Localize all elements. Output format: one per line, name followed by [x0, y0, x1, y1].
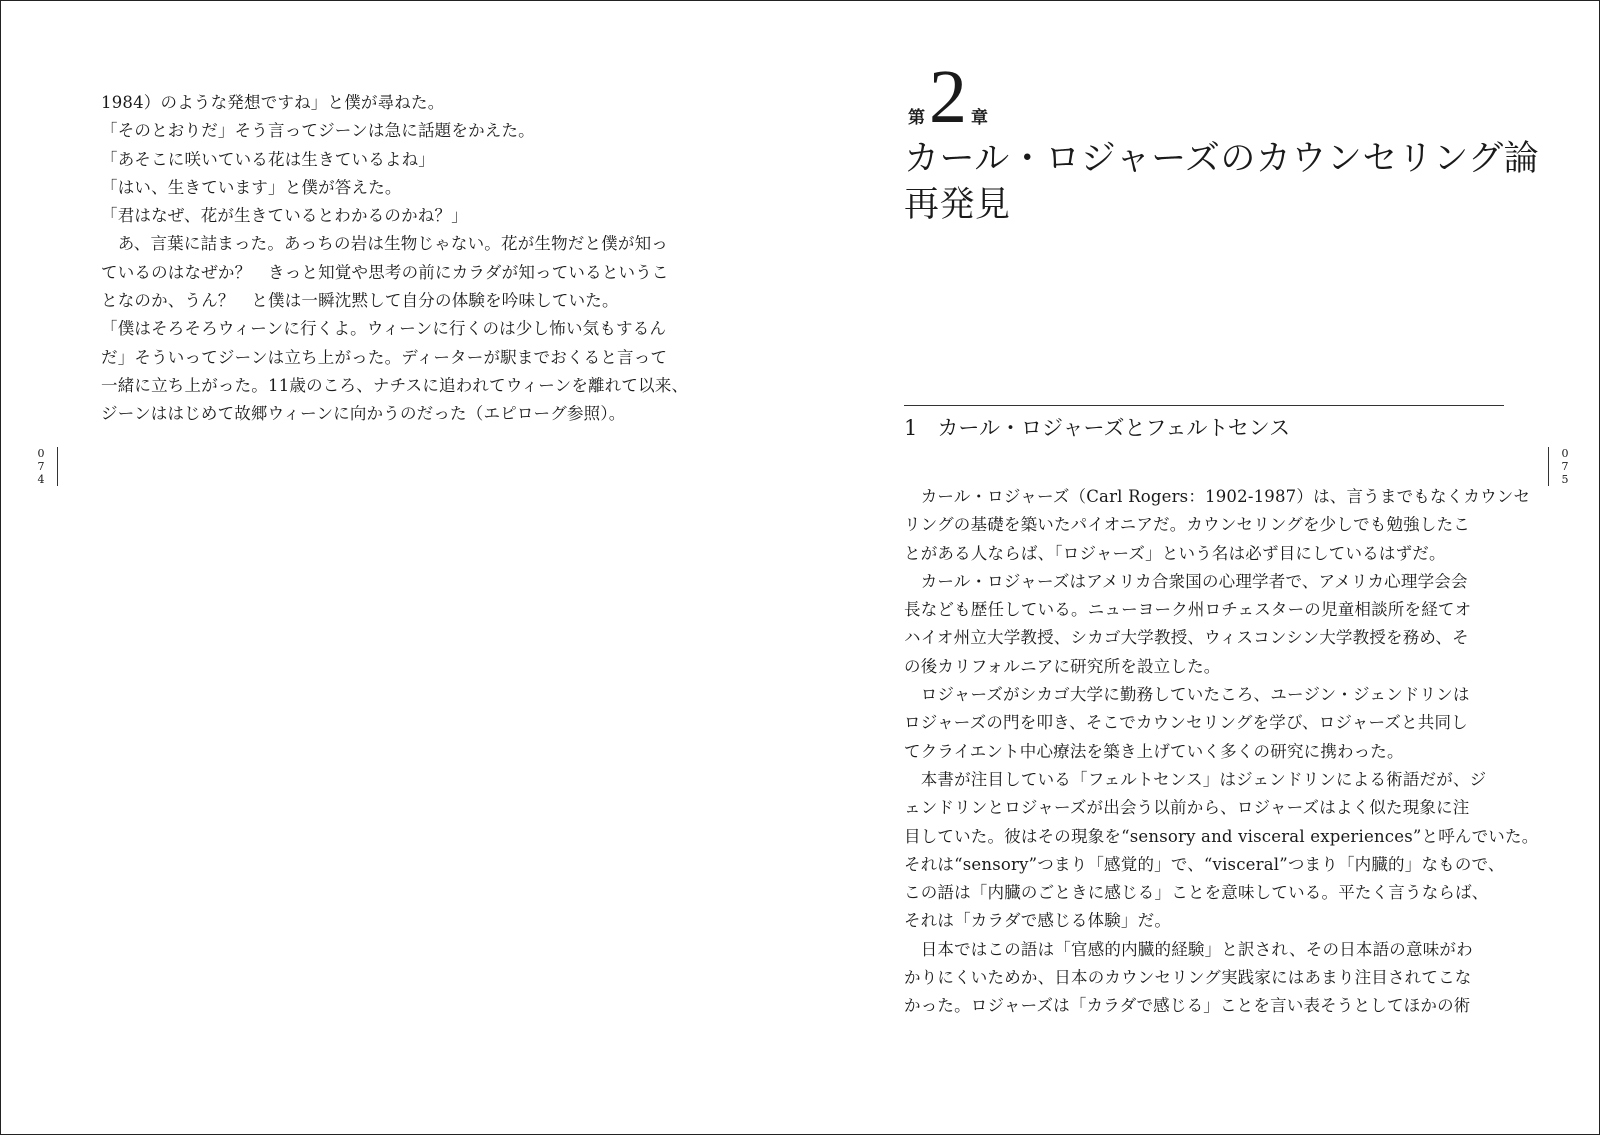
body-line: ロジャーズの門を叩き、そこでカウンセリングを学び、ロジャーズと共同し: [904, 713, 1468, 733]
left-page-body: [101, 89, 721, 429]
body-line: 日本ではこの語は「官感的内臓的経験」と訳され、その日本語の意味がわ: [904, 939, 1473, 959]
chapter-title: [904, 136, 1539, 228]
body-line: かりにくいためか、日本のカウンセリング実践家にはあまり注目されてこな: [904, 968, 1472, 988]
body-line: この語は「内臓のごときに感じる」ことを意味している。平たく言うならば、: [904, 883, 1489, 903]
body-line: それは「カラダで感じる体験」だ。: [904, 911, 1172, 931]
body-line: あ、言葉に詰まった。あっちの岩は生物じゃない。花が生物だと僕が知っ: [101, 234, 668, 254]
chapter-title-line: カール・ロジャーズのカウンセリング論: [904, 139, 1540, 179]
chapter-number-mark: [908, 55, 988, 139]
body-line: だ」そういってジーンは立ち上がった。ディーターが駅までおくると言って: [101, 347, 668, 367]
page-number-digit: 7: [1561, 460, 1569, 473]
body-line: てクライエント中心療法を築き上げていく多くの研究に携わった。: [904, 741, 1404, 761]
chapter-suffix: 章: [971, 108, 988, 128]
page-number-digit: 0: [37, 447, 45, 460]
right-page-body: [904, 483, 1539, 1021]
body-line: カール・ロジャーズはアメリカ合衆国の心理学者で、アメリカ心理学会会: [904, 571, 1468, 591]
page-number-digit: 0: [1561, 447, 1569, 460]
section-number: 1: [904, 416, 918, 440]
body-line: 1984）のような発想ですね」と僕が尋ねた。: [101, 93, 445, 112]
section-divider: [904, 405, 1504, 406]
section-title: カール・ロジャーズとフェルトセンス: [937, 416, 1291, 440]
page-number-left: [31, 447, 58, 486]
body-line: とがある人ならば、「ロジャーズ」という名は必ず目にしているはずだ。: [904, 543, 1446, 563]
page-number-right: [1548, 447, 1575, 486]
page-number-digit: 5: [1561, 473, 1569, 486]
body-line: 本書が注目している「フェルトセンス」はジェンドリンによる術語だが、ジ: [904, 769, 1487, 789]
body-line: 目していた。彼はその現象を“sensory and visceral experiences”と呼んでいた。: [904, 826, 1539, 846]
body-line: ているのはなぜか？ きっと知覚や思考の前にカラダが知っているというこ: [101, 262, 669, 282]
body-line: ジーンははじめて故郷ウィーンに向かうのだった（エピローグ参照）。: [101, 404, 626, 424]
page-number-digit: 7: [37, 460, 45, 473]
body-line: リングの基礎を築いたパイオニアだ。カウンセリングを少しでも勉強したこ: [904, 515, 1470, 535]
left-page: [1, 1, 800, 1134]
chapter-title-line: 再発見: [904, 185, 1011, 225]
body-line: カール・ロジャーズ（Carl Rogers：1902-1987）は、言うまでもなくカウンセ: [904, 487, 1531, 506]
body-line: かった。ロジャーズは「カラダで感じる」ことを言い表そうとしてほかの術: [904, 996, 1471, 1016]
right-page: [800, 1, 1599, 1134]
body-line: 「僕はそろそろウィーンに行くよ。ウィーンに行くのは少し怖い気もするん: [101, 319, 667, 339]
page-number-digit: 4: [37, 473, 45, 486]
chapter-prefix: 第: [908, 108, 925, 128]
body-line: 長なども歴任している。ニューヨーク州ロチェスターの児童相談所を経てオ: [904, 600, 1472, 620]
body-line: 「そのとおりだ」そう言ってジーンは急に話題をかえた。: [101, 121, 535, 141]
body-line: 一緒に立ち上がった。11歳のころ、ナチスに追われてウィーンを離れて以来、: [101, 375, 689, 395]
section-heading: [904, 413, 1290, 443]
body-line: 「君はなぜ、花が生きているとわかるのかね？」: [101, 206, 468, 226]
body-line: の後カリフォルニアに研究所を設立した。: [904, 656, 1221, 676]
body-line: ェンドリンとロジャーズが出会う以前から、ロジャーズはよく似た現象に注: [904, 798, 1470, 818]
body-line: 「はい、生きています」と僕が答えた。: [101, 177, 402, 197]
body-line: 「あそこに咲いている花は生きているよね」: [101, 149, 435, 169]
body-line: ハイオ州立大学教授、シカゴ大学教授、ウィスコンシン大学教授を務め、そ: [904, 628, 1469, 648]
body-line: それは“sensory”つまり「感覚的」で、“visceral”つまり「内臓的」なもので、: [904, 854, 1505, 874]
body-line: ロジャーズがシカゴ大学に勤務していたころ、ユージン・ジェンドリンは: [904, 685, 1470, 705]
body-line: となのか、うん？ と僕は一瞬沈黙して自分の体験を吟味していた。: [101, 291, 619, 311]
chapter-number: 2: [929, 55, 967, 139]
